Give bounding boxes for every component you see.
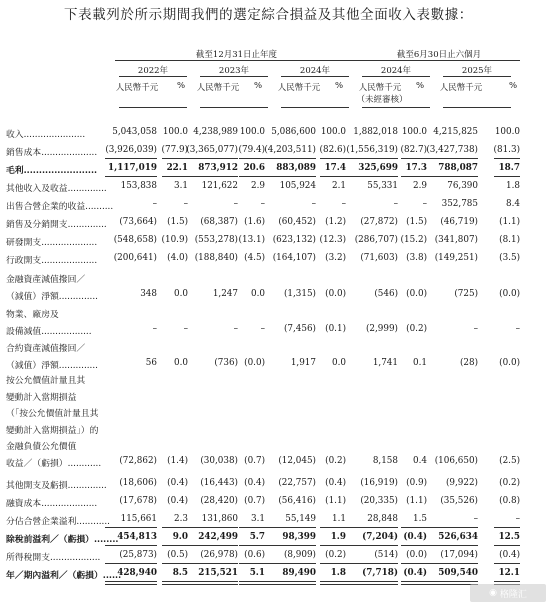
table-cell-percent: (0.9): [406, 478, 427, 488]
table-cell-amount: 28,848: [367, 514, 398, 524]
amount-rule: [105, 563, 157, 564]
table-cell-percent: –: [260, 323, 265, 334]
table-cell-amount: 56: [145, 357, 157, 368]
percent-rule: [320, 527, 346, 528]
rule-line: [443, 107, 511, 108]
amount-rule: [186, 563, 238, 564]
table-cell-amount: 509,540: [438, 568, 478, 578]
table-cell-percent: –: [260, 199, 265, 209]
table-cell-percent: 0.0: [174, 288, 188, 299]
table-cell-percent: (1.2): [325, 217, 346, 227]
table-cell-percent: 1.8: [330, 568, 346, 578]
row-label: 研發開支....................: [6, 238, 98, 248]
row-label: 物業、廠房及: [6, 310, 59, 320]
percent-rule: [401, 158, 427, 159]
amount-rule: [426, 176, 478, 177]
table-cell-percent: 0.1: [413, 357, 427, 368]
rule-line: [119, 76, 187, 77]
amount-rule: [346, 527, 398, 528]
table-cell-percent: 17.4: [324, 163, 346, 173]
table-cell-percent: 100.0: [162, 127, 188, 137]
row-label: 出售合營企業的收益..........: [6, 202, 114, 212]
header-unit: 人民幣千元: [115, 83, 159, 93]
table-cell-percent: 8.5: [172, 568, 188, 578]
amount-rule: [264, 545, 316, 546]
table-cell-amount: (46,719): [440, 217, 478, 227]
amount-rule: [426, 527, 478, 528]
table-cell-percent: (0.8): [499, 496, 520, 506]
table-cell-percent: 5.7: [249, 532, 265, 542]
header-unit: 人民幣千元: [358, 83, 402, 93]
percent-rule: [239, 545, 265, 546]
table-cell-amount: –: [152, 199, 157, 209]
rule-line: [443, 76, 511, 77]
table-cell-percent: (15.2): [400, 235, 427, 245]
header-interim-period: 截至6月30日止六個月: [396, 50, 482, 60]
row-label: 行政開支....................: [6, 256, 98, 266]
table-cell-percent: 1.5: [413, 514, 427, 524]
row-label: （減值）淨額..............: [6, 360, 98, 371]
table-cell-amount: 105,924: [279, 181, 316, 191]
table-cell-amount: 115,661: [120, 514, 157, 524]
amount-rule: [186, 527, 238, 528]
table-cell-amount: (12,045): [278, 455, 316, 466]
table-cell-percent: (12.3): [319, 235, 346, 245]
watermark-text: 格隆汇: [499, 589, 527, 600]
table-cell-percent: (1.1): [406, 496, 427, 506]
table-cell-percent: –: [183, 323, 188, 334]
rule-line: [115, 60, 358, 61]
table-cell-percent: (0.4): [167, 496, 188, 506]
percent-rule: [162, 545, 188, 546]
table-cell-amount: (200,641): [113, 253, 157, 263]
table-cell-amount: (7,456): [283, 323, 316, 334]
table-cell-amount: (7,718): [362, 568, 398, 578]
table-cell-amount: (71,603): [360, 253, 398, 263]
table-cell-percent: (0.7): [244, 455, 265, 466]
table-cell-amount: (25,873): [119, 550, 157, 560]
table-cell-percent: 1.8: [506, 181, 520, 191]
table-cell-amount: 1,741: [372, 357, 398, 368]
header-year: 2024年: [299, 66, 331, 76]
header-year: 2022年: [137, 66, 169, 76]
percent-rule: [162, 581, 188, 585]
table-cell-percent: 0.0: [174, 357, 188, 368]
table-cell-percent: 12.1: [498, 568, 520, 578]
table-cell-amount: 4,215,825: [433, 127, 478, 137]
table-cell-percent: (0.6): [244, 550, 265, 560]
rule-line: [358, 60, 520, 61]
table-cell-percent: (0.2): [406, 323, 427, 334]
table-cell-percent: 20.6: [243, 163, 265, 173]
table-cell-percent: 12.5: [498, 532, 520, 542]
amount-rule: [426, 563, 478, 564]
table-cell-amount: –: [473, 323, 478, 334]
table-cell-percent: (0.2): [325, 455, 346, 466]
table-cell-amount: 121,622: [201, 181, 238, 191]
amount-rule: [346, 176, 398, 177]
percent-rule: [239, 527, 265, 528]
amount-rule: [346, 563, 398, 564]
table-cell-amount: (17,678): [119, 496, 157, 506]
percent-rule: [162, 158, 188, 159]
amount-rule: [426, 545, 478, 546]
row-label: （減值）淨額..............: [6, 291, 98, 302]
amount-rule: [264, 527, 316, 528]
table-cell-amount: (9,922): [445, 478, 478, 488]
row-label: 金融資產減值撥回／: [6, 275, 86, 285]
table-cell-percent: 8.4: [506, 199, 520, 209]
table-cell-percent: 100.0: [239, 127, 265, 137]
table-cell-amount: 352,785: [441, 199, 478, 209]
table-cell-percent: 100.0: [320, 127, 346, 137]
table-cell-percent: –: [515, 514, 520, 524]
percent-rule: [162, 176, 188, 177]
table-cell-amount: –: [233, 323, 238, 334]
amount-rule: [264, 581, 316, 585]
table-cell-amount: (22,757): [278, 478, 316, 488]
table-cell-amount: 4,238,989: [193, 127, 238, 137]
table-cell-amount: (8,909): [283, 550, 316, 560]
amount-rule: [186, 176, 238, 177]
table-cell-percent: (0.1): [325, 323, 346, 334]
percent-rule: [494, 527, 520, 528]
table-cell-percent: (3.2): [325, 253, 346, 263]
table-cell-percent: (0.4): [499, 550, 520, 560]
percent-rule: [320, 176, 346, 177]
table-cell-amount: 89,490: [282, 568, 316, 578]
table-cell-percent: (77.9): [161, 145, 188, 155]
table-cell-amount: (1,315): [283, 288, 316, 299]
table-cell-amount: 153,838: [120, 181, 157, 191]
percent-rule: [401, 563, 427, 564]
table-cell-percent: 18.7: [498, 163, 520, 173]
table-cell-amount: 8,158: [372, 455, 398, 466]
amount-rule: [346, 545, 398, 546]
table-cell-percent: (0.2): [325, 550, 346, 560]
percent-rule: [401, 176, 427, 177]
table-cell-percent: 2.1: [332, 181, 346, 191]
table-cell-percent: (0.0): [244, 357, 265, 368]
percent-rule: [401, 581, 427, 585]
table-cell-percent: 9.0: [172, 532, 188, 542]
watermark-icon: ◉: [489, 588, 497, 598]
amount-rule: [105, 158, 157, 159]
header-percent: %: [415, 81, 425, 91]
table-cell-percent: (0.0): [325, 288, 346, 299]
table-cell-percent: (82.6): [319, 145, 346, 155]
amount-rule: [346, 158, 398, 159]
table-cell-percent: (0.5): [167, 550, 188, 560]
row-label: 金融負債公允價值: [6, 442, 77, 452]
table-cell-amount: (514): [374, 550, 398, 560]
table-cell-percent: (3.8): [406, 253, 427, 263]
intro-text: 下表載列於所示期間我們的選定綜合損益及其他全面收入表數據：: [64, 7, 473, 23]
table-cell-percent: (4.5): [244, 253, 265, 263]
table-cell-percent: (0.4): [325, 478, 346, 488]
table-cell-amount: (106,650): [434, 455, 478, 466]
table-cell-percent: 1.1: [332, 514, 346, 524]
table-cell-amount: 5,086,600: [271, 127, 316, 137]
table-cell-percent: –: [515, 323, 520, 334]
table-cell-amount: 131,860: [201, 514, 238, 524]
rule-line: [200, 107, 268, 108]
row-label: 合約資產減值撥回／: [6, 344, 86, 354]
table-cell-amount: (28): [459, 357, 478, 368]
amount-rule: [105, 527, 157, 528]
header-percent: %: [253, 81, 263, 91]
header-year: 2025年: [461, 66, 493, 76]
rule-line: [119, 107, 187, 108]
table-cell-amount: 788,087: [438, 163, 478, 173]
percent-rule: [494, 158, 520, 159]
table-cell-amount: (3,926,039): [105, 145, 157, 155]
percent-rule: [320, 563, 346, 564]
row-label: 銷售成本....................: [6, 148, 98, 158]
table-cell-percent: 3.1: [251, 514, 265, 524]
table-cell-percent: (4.0): [167, 253, 188, 263]
table-cell-amount: (548,658): [113, 235, 157, 245]
table-cell-amount: (28,420): [200, 496, 238, 506]
table-cell-percent: (1.4): [167, 455, 188, 466]
table-cell-amount: (35,526): [440, 496, 478, 506]
table-cell-percent: 2.9: [251, 181, 265, 191]
table-cell-percent: –: [341, 199, 346, 209]
table-cell-percent: –: [183, 199, 188, 209]
amount-rule: [105, 545, 157, 546]
table-cell-percent: (10.9): [161, 235, 188, 245]
amount-rule: [186, 581, 238, 585]
table-cell-amount: –: [152, 323, 157, 334]
table-cell-amount: (18,606): [119, 478, 157, 488]
row-label: 融資成本....................: [6, 499, 98, 509]
table-cell-percent: (0.4): [167, 478, 188, 488]
amount-rule: [346, 581, 398, 585]
table-cell-amount: 1,247: [212, 288, 238, 299]
percent-rule: [239, 563, 265, 564]
table-cell-amount: (16,443): [200, 478, 238, 488]
percent-rule: [494, 545, 520, 546]
row-label: 收入......................: [6, 130, 86, 140]
table-cell-amount: (164,107): [272, 253, 316, 263]
table-cell-amount: 55,331: [367, 181, 398, 191]
table-cell-amount: (3,365,077): [186, 145, 238, 155]
table-cell-percent: (0.2): [499, 478, 520, 488]
table-cell-percent: (1.5): [167, 217, 188, 227]
percent-rule: [162, 563, 188, 564]
header-unit: 人民幣千元: [277, 83, 321, 93]
table-cell-percent: 100.0: [401, 127, 427, 137]
table-cell-amount: (553,278): [194, 235, 238, 245]
row-label: 所得稅開支..................: [6, 553, 101, 563]
table-cell-percent: 3.1: [174, 181, 188, 191]
percent-rule: [401, 545, 427, 546]
table-cell-amount: –: [393, 199, 398, 209]
table-cell-percent: 22.1: [166, 163, 188, 173]
table-cell-percent: (1.6): [244, 217, 265, 227]
row-label: 收益／（虧損）............: [6, 458, 102, 469]
row-label: 變動計入當期損益」）的: [6, 425, 99, 436]
table-cell-amount: 1,117,019: [108, 163, 157, 173]
table-cell-percent: 2.9: [413, 181, 427, 191]
table-cell-amount: 55,149: [285, 514, 316, 524]
row-label: 設備減值..................: [6, 326, 92, 337]
table-cell-amount: (26,978): [200, 550, 238, 560]
table-cell-percent: (1.1): [499, 217, 520, 227]
table-cell-percent: (0.4): [403, 568, 427, 578]
table-cell-amount: 5,043,058: [112, 127, 157, 137]
table-cell-percent: (1.1): [325, 496, 346, 506]
watermark: [470, 584, 546, 602]
table-cell-percent: (2.5): [499, 455, 520, 466]
percent-rule: [239, 176, 265, 177]
percent-rule: [239, 581, 265, 585]
rule-line: [281, 107, 349, 108]
amount-rule: [186, 545, 238, 546]
header-percent: %: [334, 81, 344, 91]
table-cell-percent: (82.7): [400, 145, 427, 155]
amount-rule: [264, 158, 316, 159]
table-cell-amount: (73,664): [119, 217, 157, 227]
table-cell-amount: (546): [374, 288, 398, 299]
table-cell-amount: 242,499: [198, 532, 238, 542]
table-cell-percent: (79.4): [238, 145, 265, 155]
table-cell-amount: –: [233, 199, 238, 209]
table-cell-percent: (0.0): [406, 288, 427, 299]
table-cell-percent: (81.3): [493, 145, 520, 155]
table-cell-amount: 873,912: [198, 163, 238, 173]
table-cell-amount: 215,521: [198, 568, 238, 578]
rule-line: [362, 107, 430, 108]
header-percent: %: [508, 81, 518, 91]
table-cell-amount: (72,862): [119, 455, 157, 466]
table-cell-percent: 0.0: [332, 357, 346, 368]
percent-rule: [401, 527, 427, 528]
table-cell-amount: (27,872): [360, 217, 398, 227]
table-cell-amount: 325,699: [358, 163, 398, 173]
percent-rule: [320, 581, 346, 585]
header-unit: 人民幣千元: [196, 83, 240, 93]
table-cell-percent: (0.0): [499, 357, 520, 368]
table-cell-amount: (7,204): [362, 532, 398, 542]
table-cell-amount: (17,094): [440, 550, 478, 560]
row-label: （「按公允價值計量且其: [6, 409, 99, 419]
table-cell-amount: (3,427,738): [426, 145, 478, 155]
table-cell-amount: 98,399: [282, 532, 316, 542]
table-cell-amount: 1,882,018: [353, 127, 398, 137]
row-label: 分佔合營企業溢利............: [6, 517, 110, 527]
table-cell-amount: (736): [214, 357, 238, 368]
amount-rule: [264, 563, 316, 564]
table-cell-amount: (60,452): [278, 217, 316, 227]
row-label: 毛利........................: [6, 166, 98, 176]
table-cell-amount: 428,940: [117, 568, 157, 578]
table-cell-percent: 0.0: [251, 288, 265, 299]
table-cell-percent: (8.1): [499, 235, 520, 245]
percent-rule: [494, 563, 520, 564]
row-label: 其他收入及收益..............: [6, 184, 107, 194]
table-cell-amount: 76,390: [447, 181, 478, 191]
percent-rule: [320, 158, 346, 159]
amount-rule: [105, 176, 157, 177]
table-cell-amount: 883,089: [276, 163, 316, 173]
table-cell-percent: 5.1: [249, 568, 265, 578]
amount-rule: [426, 158, 478, 159]
table-cell-amount: (623,132): [272, 235, 316, 245]
row-label: 除稅前溢利／（虧損）........: [6, 535, 119, 545]
table-cell-amount: (4,203,511): [264, 145, 316, 155]
table-cell-percent: 2.3: [174, 514, 188, 524]
amount-rule: [105, 581, 157, 585]
table-cell-amount: (149,251): [434, 253, 478, 263]
table-cell-amount: (56,416): [278, 496, 316, 506]
table-cell-amount: (188,840): [194, 253, 238, 263]
amount-rule: [186, 158, 238, 159]
header-annual-period: 截至12月31日止年度: [195, 50, 278, 60]
row-label: 按公允價值計量且其: [6, 376, 86, 386]
row-label: 其他開支及虧損..............: [6, 481, 107, 491]
table-cell-amount: (2,999): [365, 323, 398, 334]
row-label: 年／期內溢利／（虧損）......: [6, 571, 122, 581]
rule-line: [200, 76, 268, 77]
row-label: 變動計入當期損益: [6, 392, 77, 403]
table-cell-percent: (0.4): [244, 478, 265, 488]
header-unit: 人民幣千元: [439, 83, 483, 93]
table-cell-percent: 0.4: [413, 455, 427, 466]
table-cell-percent: (0.0): [499, 288, 520, 299]
table-cell-percent: (13.1): [238, 235, 265, 245]
table-cell-percent: (0.4): [403, 532, 427, 542]
table-cell-percent: (3.5): [499, 253, 520, 263]
table-cell-amount: (341,807): [434, 235, 478, 245]
table-cell-amount: 1,917: [290, 357, 316, 368]
table-cell-percent: (1.5): [406, 217, 427, 227]
percent-rule: [162, 527, 188, 528]
table-cell-percent: 1.9: [330, 532, 346, 542]
table-cell-amount: (68,387): [200, 217, 238, 227]
table-cell-amount: (20,335): [360, 496, 398, 506]
table-cell-amount: (725): [454, 288, 478, 299]
percent-rule: [320, 545, 346, 546]
percent-rule: [239, 158, 265, 159]
table-cell-percent: (0.7): [244, 496, 265, 506]
header-percent: %: [176, 81, 186, 91]
table-cell-percent: –: [422, 199, 427, 209]
percent-rule: [494, 176, 520, 177]
table-cell-amount: (16,919): [360, 478, 398, 488]
row-label: 銷售及分銷開支..............: [6, 220, 107, 230]
table-cell-percent: (0.0): [406, 550, 427, 560]
table-cell-percent: 17.3: [405, 163, 427, 173]
table-cell-amount: –: [473, 514, 478, 524]
table-cell-amount: (1,556,319): [346, 145, 398, 155]
table-cell-amount: (30,038): [200, 455, 238, 466]
table-cell-amount: –: [311, 199, 316, 209]
table-cell-amount: 454,813: [117, 532, 157, 542]
table-cell-amount: (286,707): [354, 235, 398, 245]
header-unaudited: （未經審核）: [356, 95, 408, 105]
amount-rule: [264, 176, 316, 177]
header-year: 2023年: [218, 66, 250, 76]
table-cell-amount: 526,634: [438, 532, 478, 542]
header-year: 2024年: [380, 66, 412, 76]
rule-line: [281, 76, 349, 77]
table-cell-amount: 348: [140, 288, 157, 299]
rule-line: [362, 76, 430, 77]
table-cell-percent: 100.0: [494, 127, 520, 137]
